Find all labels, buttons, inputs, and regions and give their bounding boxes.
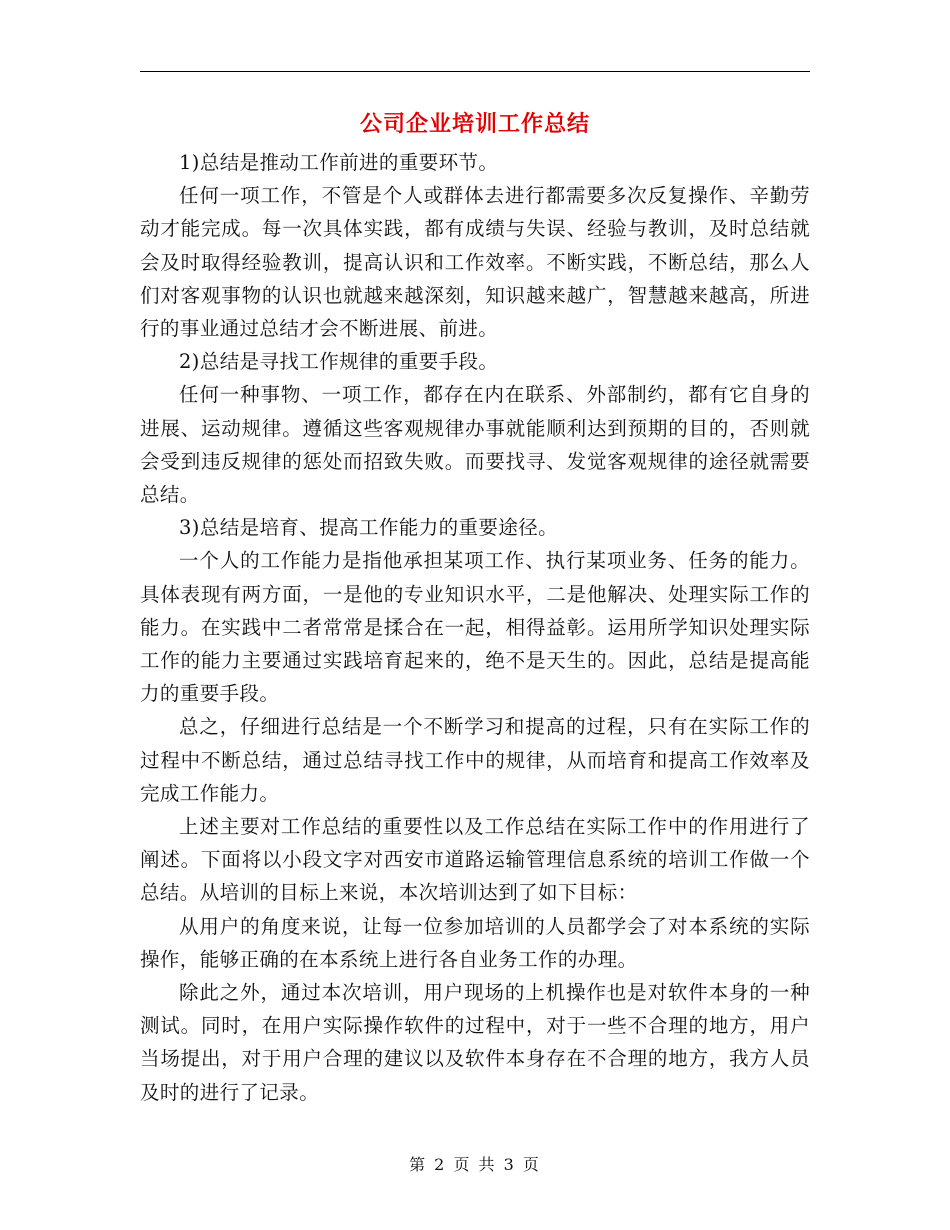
paragraph: 除此之外，通过本次培训，用户现场的上机操作也是对软件本身的一种测试。同时，在用户实际操作软件的过程中，对于一些不合理的地方，用户当场提出，对于用户合理的建议以及软件本身存在不合理的地方，我方人员及时的进行了记录。: [140, 981, 810, 1104]
paragraph: 1)总结是推动工作前进的重要环节。: [179, 151, 499, 174]
paragraph: 一个人的工作能力是指他承担某项工作、执行某项业务、任务的能力。具体表现有两方面，一是他的专业知识水平，二是他解决、处理实际工作的能力。在实践中二者常常是揉合在一起，相得益彰。运用所学知识处理实际工作的能力主要通过实践培育起来的，绝不是天生的。因此，总结是提高能力的重要手段。: [140, 549, 810, 706]
paragraph: 总之，仔细进行总结是一个不断学习和提高的过程，只有在实际工作的过程中不断总结，通过总结寻找工作中的规律，从而培育和提高工作效率及完成工作能力。: [140, 715, 810, 805]
paragraph: 任何一项工作，不管是个人或群体去进行都需要多次反复操作、辛勤劳动才能完成。每一次具体实践，都有成绩与失误、经验与教训，及时总结就会及时取得经验教训，提高认识和工作效率。不断实践，不断总结，那么人们对客观事物的认识也就越来越深刻，知识越来越广，智慧越来越高，所进行的事业通过总结才会不断进展、前进。: [140, 184, 810, 341]
paragraph: 3)总结是培育、提高工作能力的重要途径。: [179, 516, 559, 540]
document-title: 公司企业培训工作总结: [359, 111, 590, 137]
paragraph: 从用户的角度来说，让每一位参加培训的人员都学会了对本系统的实际操作，能够正确的在本系统上进行各自业务工作的办理。: [140, 914, 810, 971]
document-body: [140, 146, 810, 1109]
header-rule: [140, 71, 810, 72]
paragraph: 任何一种事物、一项工作，都存在内在联系、外部制约，都有它自身的进展、运动规律。遵循这些客观规律办事就能顺利达到预期的目的，否则就会受到违反规律的惩处而招致失败。而要找寻、发觉客观规律的途径就需要总结。: [140, 383, 810, 507]
paragraph: 2)总结是寻找工作规律的重要手段。: [179, 350, 499, 374]
page-number-footer: 第 2 页 共 3 页: [409, 1155, 541, 1174]
paragraph: 上述主要对工作总结的重要性以及工作总结在实际工作中的作用进行了阐述。下面将以小段文字对西安市道路运输管理信息系统的培训工作做一个总结。从培训的目标上来说，本次培训达到了如下目标：: [140, 815, 810, 905]
